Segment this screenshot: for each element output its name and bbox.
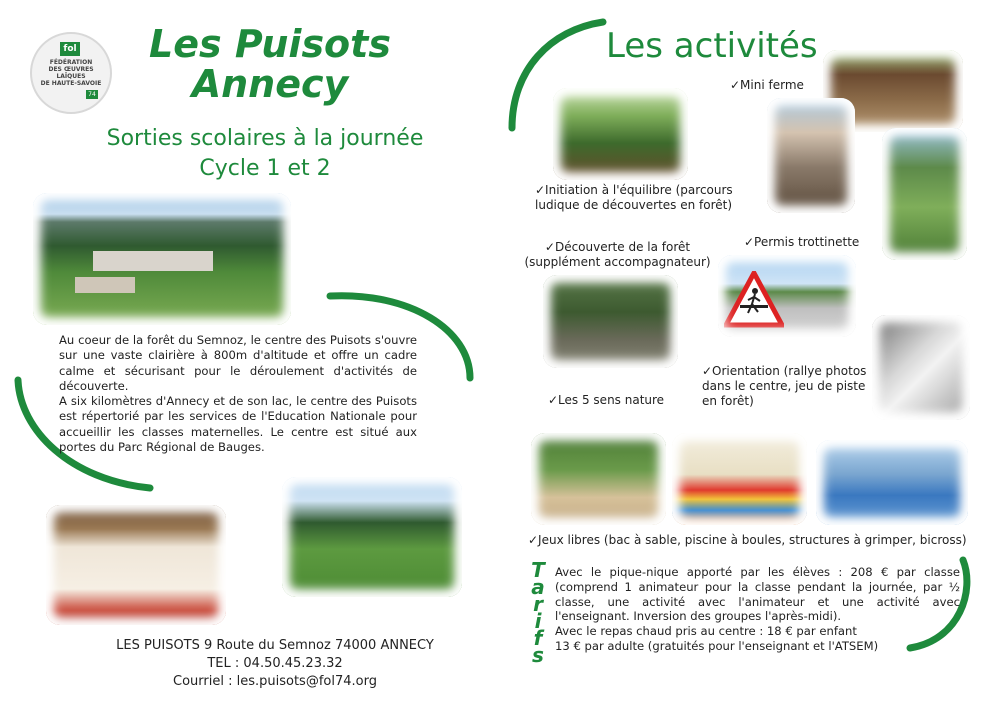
activity-equilibre: ✓Initiation à l'équilibre (parcours ludique de découvertes en forêt)	[535, 183, 733, 212]
activity-orientation: ✓Orientation (rallye photos dans le centre, jeu de piste en forêt)	[702, 364, 867, 408]
activity-foret: ✓Découverte de la forêt (supplément accompagnateur)	[524, 240, 711, 269]
photo-child-rabbit	[767, 98, 855, 213]
logo-line: LAÏQUES	[56, 73, 86, 80]
contact-tel: TEL : 04.50.45.23.32	[207, 656, 343, 671]
pedestrian-sign-icon	[724, 271, 784, 329]
activities-title: Les activités	[606, 26, 818, 66]
logo-line: FÉDÉRATION	[49, 59, 93, 66]
tarif-hot-meal: Avec le repas chaud pris au centre : 18 € par enfant	[555, 624, 857, 639]
tarifs-letter: r	[533, 592, 543, 616]
tarifs-letter: f	[533, 626, 543, 650]
activity-trottinette: ✓Permis trottinette	[744, 235, 860, 249]
subtitle-line-1: Sorties scolaires à la journée	[106, 126, 424, 151]
tarifs-letter: T	[531, 558, 545, 582]
logo-line: DE HAUTE-SAVOIE	[40, 80, 102, 87]
logo-line: DES ŒUVRES	[48, 66, 94, 73]
tarifs-label	[527, 558, 549, 667]
logo-badge: 74	[86, 90, 98, 99]
page-title	[120, 24, 420, 104]
photo-ball-pit	[672, 433, 807, 525]
activity-sens: ✓Les 5 sens nature	[548, 393, 665, 407]
title-line-1: Les Puisots	[149, 22, 391, 66]
subtitle	[95, 124, 435, 184]
photo-centre-aerial	[33, 193, 291, 325]
tarif-adult: 13 € par adulte (gratuités pour l'enseignant et l'ATSEM)	[555, 638, 879, 653]
tarifs-letter: s	[532, 643, 544, 667]
activity-jeux: ✓Jeux libres (bac à sable, piscine à boules, structures à grimper, bicross)	[528, 533, 967, 547]
intro-paragraph-1: Au coeur de la forêt du Semnoz, le centre des Puisots s'ouvre sur une vaste clairière à 800m d'altitude et offre un cadre calme et sécurisant pour le déroulement d'activités de découverte.	[59, 333, 417, 393]
title-line-2: Annecy	[191, 62, 349, 106]
activity-mini-ferme: ✓Mini ferme	[730, 78, 804, 92]
contact-email: Courriel : les.puisots@fol74.org	[173, 674, 377, 689]
intro-paragraph-2: A six kilomètres d'Annecy et de son lac, le centre des Puisots est répertorié par les services de l'Education Nationale pour accueillir les classes maternelles. Le centre est situé aux portes du Parc Régional de Bauges.	[59, 394, 417, 455]
photo-sandbox-tipi	[531, 433, 666, 525]
contact-address: LES PUISOTS 9 Route du Semnoz 74000 ANNECY	[116, 638, 434, 653]
photo-balance-course	[553, 88, 688, 180]
photo-orientation-map	[872, 315, 970, 420]
tarifs-letter: i	[534, 609, 542, 633]
photo-dining-room	[46, 505, 226, 625]
logo-mark: fol	[60, 42, 80, 56]
contact-block	[80, 637, 470, 691]
tarifs-text	[555, 565, 960, 654]
subtitle-line-2: Cycle 1 et 2	[199, 156, 331, 181]
photo-forest-walk	[543, 275, 678, 368]
photo-children-dog	[882, 128, 967, 260]
photo-climbing-structures	[816, 440, 968, 525]
photo-scooter-course	[718, 255, 856, 337]
intro-text	[59, 333, 417, 455]
fol74-logo	[30, 32, 112, 114]
photo-picnic-area	[282, 477, 462, 597]
tarif-picnic: Avec le pique-nique apporté par les élèves : 208 € par classe (comprend 1 animateur pour la classe pendant la journée, par ½ classe, une activité avec l'animateur et une activité avec l'enseignant. Inversion des groupes l'après-midi).	[555, 565, 960, 624]
tarifs-letter: a	[531, 575, 545, 599]
